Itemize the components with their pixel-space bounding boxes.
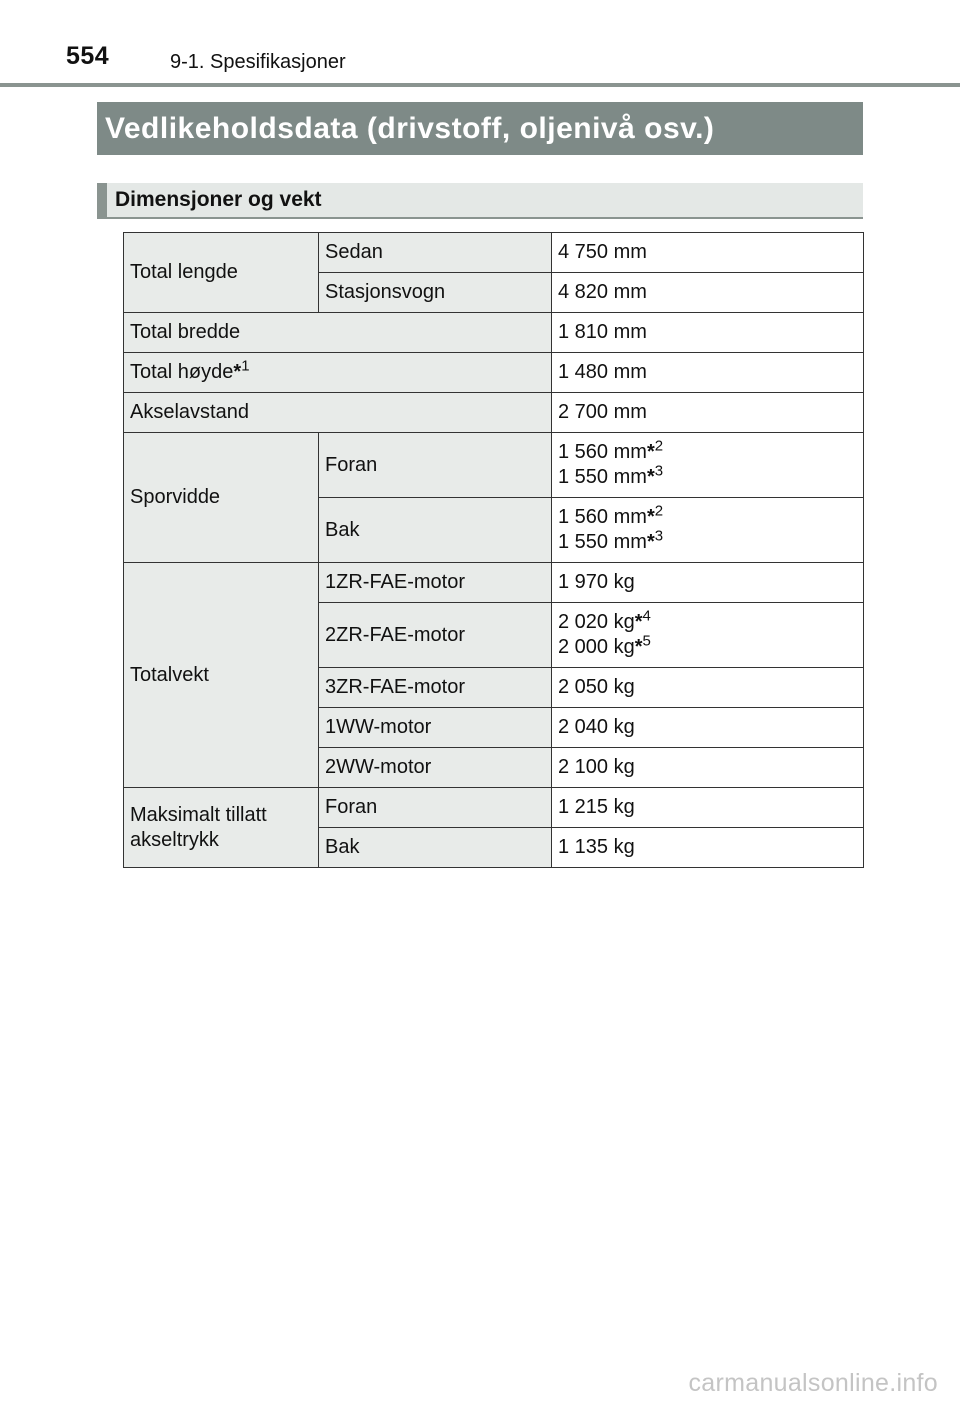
table-value: 1 480 mm	[552, 353, 864, 393]
footnote-star-icon: *	[646, 506, 655, 528]
value-text: 1 560 mm	[558, 441, 647, 463]
sub-label: Foran	[319, 433, 552, 498]
section-subtitle: Dimensjoner og vekt	[97, 183, 863, 219]
table-value: 2 040 kg	[552, 708, 864, 748]
footnote-star-icon: *	[646, 531, 655, 553]
row-label-total-width: Total bredde	[124, 313, 552, 353]
table-value	[552, 433, 864, 498]
footnote-ref: 4	[642, 607, 651, 625]
sub-label: Sedan	[319, 233, 552, 273]
value-text: 1 550 mm	[558, 466, 647, 488]
footnote-star-icon: *	[646, 466, 655, 488]
table-row	[124, 313, 864, 353]
row-label-gross-weight: Totalvekt	[124, 563, 319, 788]
sub-label: 2ZR-FAE-motor	[319, 603, 552, 668]
table-row	[124, 433, 864, 498]
footnote-ref: 2	[654, 502, 664, 520]
footnote-ref: 5	[642, 632, 651, 650]
sub-label: 3ZR-FAE-motor	[319, 668, 552, 708]
sub-label: 1ZR-FAE-motor	[319, 563, 552, 603]
table-value: 1 215 kg	[552, 788, 864, 828]
label-line: akseltrykk	[130, 828, 219, 851]
table-value	[552, 498, 864, 563]
footnote-ref: 2	[654, 437, 664, 455]
table-value	[552, 603, 864, 668]
table-value: 1 810 mm	[552, 313, 864, 353]
table-value: 1 135 kg	[552, 828, 864, 868]
section-reference: 9-1. Spesifikasjoner	[170, 51, 346, 73]
row-label-track: Sporvidde	[124, 433, 319, 563]
value-text: 2 000 kg	[558, 636, 635, 658]
sub-label: Foran	[319, 788, 552, 828]
footnote-star-icon: *	[646, 441, 655, 463]
dimensions-weight-table	[123, 232, 864, 868]
sub-label: Bak	[319, 498, 552, 563]
table-value: 2 700 mm	[552, 393, 864, 433]
sub-label: Stasjonsvogn	[319, 273, 552, 313]
footnote-star-icon: *	[634, 636, 643, 658]
table-row	[124, 233, 864, 273]
value-text: 1 560 mm	[558, 506, 647, 528]
footnote-star-icon: *	[233, 361, 242, 383]
footnote-ref: 3	[654, 527, 664, 545]
table-value: 2 100 kg	[552, 748, 864, 788]
sub-label: 1WW-motor	[319, 708, 552, 748]
row-label-total-length: Total lengde	[124, 233, 319, 313]
table-row	[124, 353, 864, 393]
table-value: 1 970 kg	[552, 563, 864, 603]
sub-label: Bak	[319, 828, 552, 868]
row-label-total-height	[124, 353, 552, 393]
table-row	[124, 788, 864, 828]
table-row	[124, 563, 864, 603]
page-number: 554	[66, 42, 110, 70]
label-text: Total høyde	[130, 361, 234, 383]
header-divider	[0, 83, 960, 87]
page-title: Vedlikeholdsdata (drivstoff, oljenivå osv.)	[97, 102, 863, 155]
footnote-ref: 3	[654, 462, 664, 480]
value-text: 1 550 mm	[558, 531, 647, 553]
table-value: 2 050 kg	[552, 668, 864, 708]
table-value: 4 750 mm	[552, 233, 864, 273]
watermark-text: carmanualsonline.info	[688, 1369, 938, 1397]
table-row	[124, 393, 864, 433]
sub-label: 2WW-motor	[319, 748, 552, 788]
footnote-star-icon: *	[634, 611, 643, 633]
row-label-axle-load	[124, 788, 319, 868]
value-text: 2 020 kg	[558, 611, 635, 633]
table-value: 4 820 mm	[552, 273, 864, 313]
row-label-wheelbase: Akselavstand	[124, 393, 552, 433]
footnote-ref: 1	[241, 357, 250, 375]
label-line: Maksimalt tillatt	[130, 803, 267, 826]
